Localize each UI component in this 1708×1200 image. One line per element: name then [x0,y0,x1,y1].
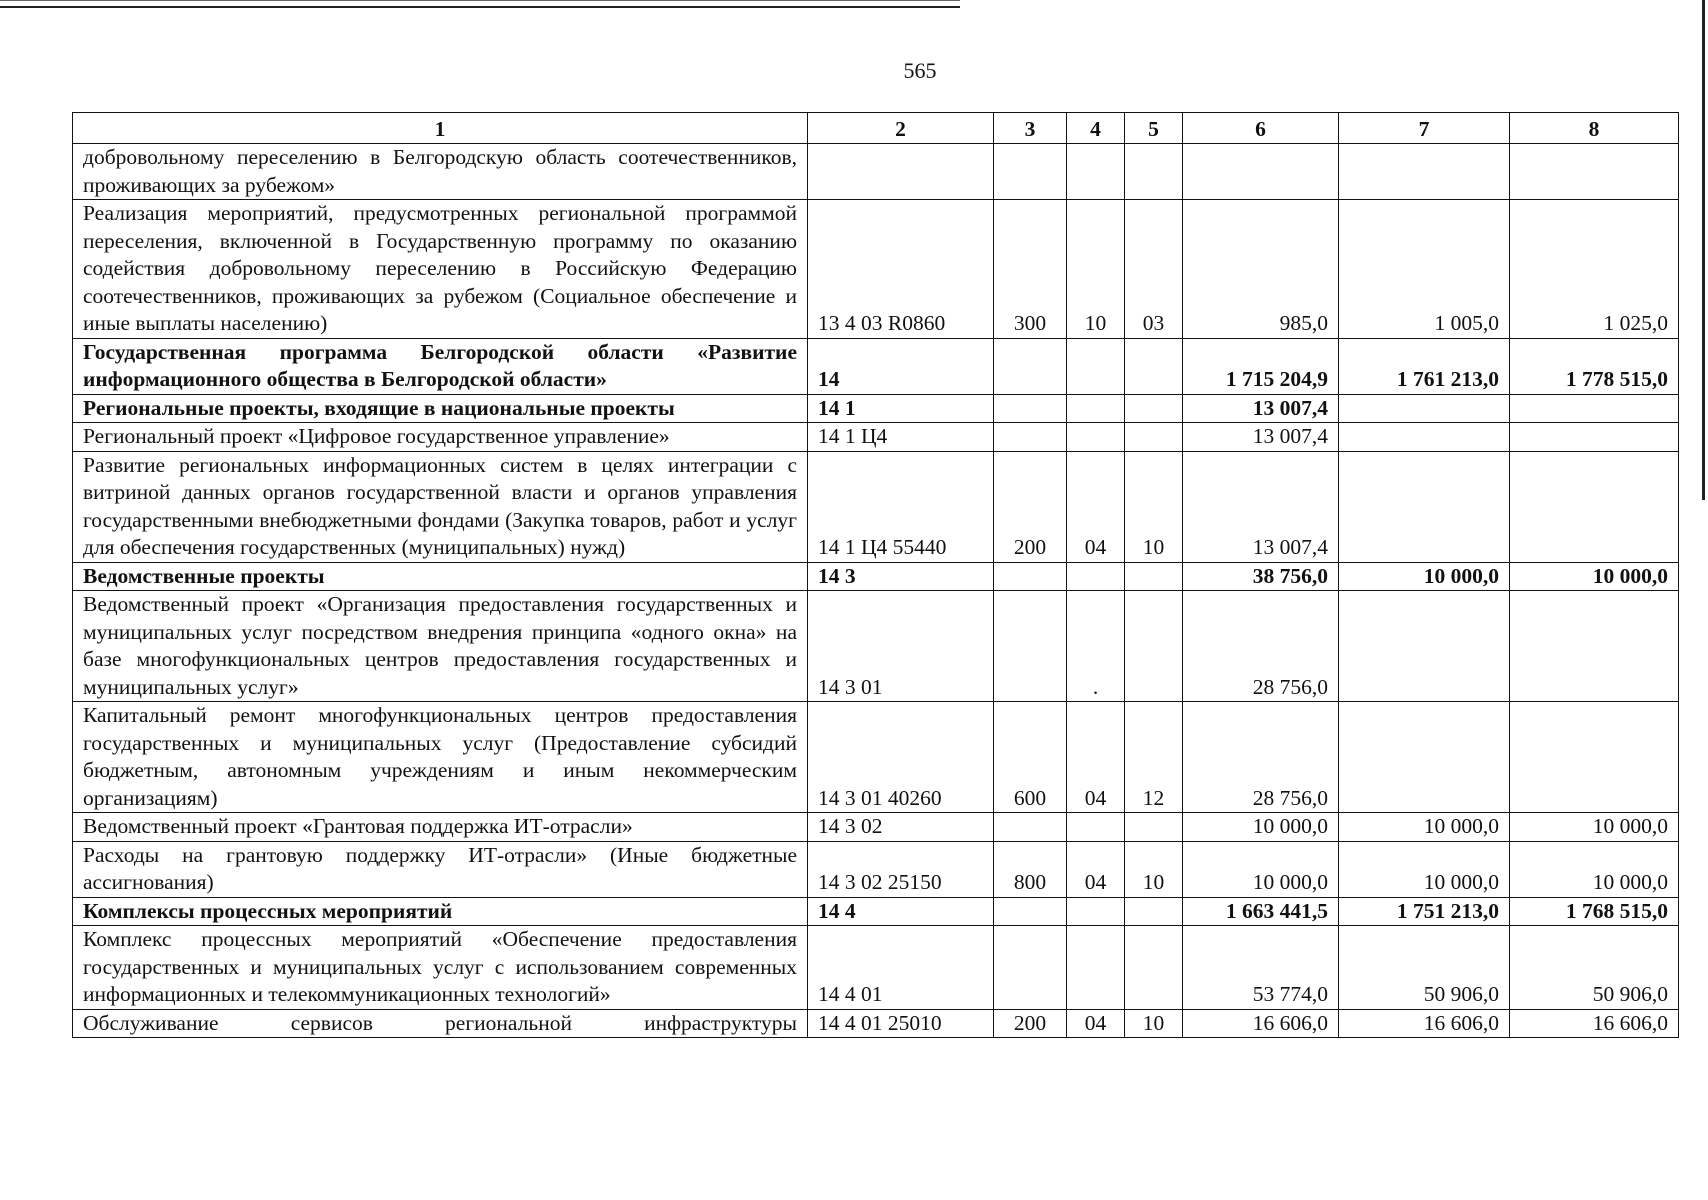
row-col3-cell [994,591,1067,702]
row-col5-cell [1125,338,1183,394]
row-col3-cell [994,394,1067,423]
row-col3-cell [994,338,1067,394]
row-value7-cell: 50 906,0 [1339,926,1510,1010]
row-col4-cell: . [1067,591,1125,702]
table-header-row [73,113,1679,144]
row-name-cell: Реализация мероприятий, предусмотренных региональной программой переселения, включенной в Государственную программу по оказанию содействия добровольному переселению в Российскую Федерацию соотечественников, проживающих за рубежом (Социальное обеспечение и иные выплаты населению) [73,200,808,339]
table-row [73,897,1679,926]
header-cell: 4 [1067,113,1125,144]
row-name-cell: Региональный проект «Цифровое государственное управление» [73,423,808,452]
row-value8-cell: 1 025,0 [1510,200,1679,339]
table-row [73,338,1679,394]
table-row [73,591,1679,702]
row-value6-cell: 16 606,0 [1183,1009,1339,1038]
row-code-cell: 14 3 01 40260 [808,702,994,813]
row-col5-cell [1125,423,1183,452]
row-code-cell: 14 1 Ц4 [808,423,994,452]
row-value7-cell: 10 000,0 [1339,562,1510,591]
header-cell: 5 [1125,113,1183,144]
table-row [73,813,1679,842]
row-value8-cell: 1 768 515,0 [1510,897,1679,926]
row-name-cell: Ведомственный проект «Грантовая поддержка ИТ-отрасли» [73,813,808,842]
row-value7-cell [1339,451,1510,562]
row-col5-cell [1125,897,1183,926]
header-cell: 8 [1510,113,1679,144]
row-name-cell: Капитальный ремонт многофункциональных центров предоставления государственных и муниципальных услуг (Предоставление субсидий бюджетным, автономным учреждениям и иным некоммерческим организациям) [73,702,808,813]
row-col5-cell [1125,591,1183,702]
header-cell: 3 [994,113,1067,144]
row-value8-cell [1510,591,1679,702]
row-col5-cell [1125,813,1183,842]
row-value8-cell: 16 606,0 [1510,1009,1679,1038]
row-col5-cell: 03 [1125,200,1183,339]
row-col3-cell: 200 [994,451,1067,562]
row-value8-cell [1510,451,1679,562]
row-col4-cell: 04 [1067,841,1125,897]
row-col3-cell [994,813,1067,842]
row-value8-cell [1510,394,1679,423]
row-value6-cell: 38 756,0 [1183,562,1339,591]
row-value7-cell [1339,394,1510,423]
row-value8-cell [1510,423,1679,452]
row-col5-cell: 12 [1125,702,1183,813]
row-code-cell [808,144,994,200]
table-row [73,200,1679,339]
budget-table [72,112,1679,1038]
row-value8-cell [1510,144,1679,200]
row-value6-cell: 13 007,4 [1183,423,1339,452]
row-value8-cell: 10 000,0 [1510,841,1679,897]
row-value7-cell [1339,423,1510,452]
row-value8-cell: 1 778 515,0 [1510,338,1679,394]
row-col4-cell [1067,813,1125,842]
row-col3-cell [994,562,1067,591]
table-row [73,841,1679,897]
row-value8-cell: 50 906,0 [1510,926,1679,1010]
scan-edge-line [0,6,960,8]
row-name-cell: Развитие региональных информационных систем в целях интеграции с витриной данных органов государственной власти и органов управления государственными внебюджетными фондами (Закупка товаров, работ и услуг для обеспечения государственных (муниципальных) нужд) [73,451,808,562]
row-col4-cell: 04 [1067,702,1125,813]
table-row [73,562,1679,591]
row-col3-cell: 600 [994,702,1067,813]
row-value8-cell [1510,702,1679,813]
row-code-cell: 14 1 [808,394,994,423]
row-value8-cell: 10 000,0 [1510,562,1679,591]
row-value7-cell: 1 751 213,0 [1339,897,1510,926]
row-value6-cell: 28 756,0 [1183,702,1339,813]
row-name-cell: добровольному переселению в Белгородскую область соотечественников, проживающих за рубежом» [73,144,808,200]
row-col3-cell: 800 [994,841,1067,897]
header-cell: 7 [1339,113,1510,144]
row-code-cell: 14 3 02 [808,813,994,842]
table-row [73,1009,1679,1038]
row-value6-cell: 10 000,0 [1183,813,1339,842]
row-col4-cell [1067,144,1125,200]
row-col5-cell: 10 [1125,1009,1183,1038]
row-name-cell: Комплексы процессных мероприятий [73,897,808,926]
row-code-cell: 14 4 01 [808,926,994,1010]
row-value7-cell: 1 761 213,0 [1339,338,1510,394]
header-cell: 1 [73,113,808,144]
row-value6-cell: 985,0 [1183,200,1339,339]
row-col3-cell: 200 [994,1009,1067,1038]
row-col4-cell [1067,926,1125,1010]
row-col4-cell: 04 [1067,1009,1125,1038]
row-value6-cell [1183,144,1339,200]
row-col3-cell [994,897,1067,926]
table-row [73,423,1679,452]
row-name-cell: Обслуживание сервисов региональной инфраструктуры [73,1009,808,1038]
row-col4-cell [1067,897,1125,926]
row-value7-cell: 1 005,0 [1339,200,1510,339]
row-value7-cell: 10 000,0 [1339,813,1510,842]
row-col5-cell [1125,926,1183,1010]
row-code-cell: 14 4 01 25010 [808,1009,994,1038]
row-name-cell: Комплекс процессных мероприятий «Обеспечение предоставления государственных и муниципальных услуг с использованием современных информационных и телекоммуникационных технологий» [73,926,808,1010]
row-name-cell: Ведомственный проект «Организация предоставления государственных и муниципальных услуг посредством внедрения принципа «одного окна» на базе многофункциональных центров предоставления государственных и муниципальных услуг» [73,591,808,702]
row-col5-cell [1125,394,1183,423]
row-code-cell: 14 1 Ц4 55440 [808,451,994,562]
page-number: 565 [903,58,937,83]
row-name-cell: Региональные проекты, входящие в национальные проекты [73,394,808,423]
table-row [73,702,1679,813]
table-row [73,451,1679,562]
row-value6-cell: 28 756,0 [1183,591,1339,702]
row-col4-cell: 10 [1067,200,1125,339]
row-col4-cell [1067,423,1125,452]
row-code-cell: 14 4 [808,897,994,926]
row-col4-cell: 04 [1067,451,1125,562]
row-name-cell: Ведомственные проекты [73,562,808,591]
row-col5-cell: 10 [1125,451,1183,562]
row-value6-cell: 10 000,0 [1183,841,1339,897]
row-value7-cell [1339,591,1510,702]
row-code-cell: 14 3 02 25150 [808,841,994,897]
row-name-cell: Расходы на грантовую поддержку ИТ-отрасли» (Иные бюджетные ассигнования) [73,841,808,897]
row-value8-cell: 10 000,0 [1510,813,1679,842]
row-col5-cell [1125,144,1183,200]
row-code-cell: 14 [808,338,994,394]
row-col5-cell [1125,562,1183,591]
table-row [73,926,1679,1010]
row-value7-cell [1339,144,1510,200]
row-name-cell: Государственная программа Белгородской области «Развитие информационного общества в Белгородской области» [73,338,808,394]
row-col4-cell [1067,562,1125,591]
table-row [73,144,1679,200]
row-col3-cell [994,144,1067,200]
row-value6-cell: 13 007,4 [1183,394,1339,423]
header-cell: 6 [1183,113,1339,144]
row-value6-cell: 53 774,0 [1183,926,1339,1010]
row-value7-cell: 10 000,0 [1339,841,1510,897]
row-col3-cell: 300 [994,200,1067,339]
row-code-cell: 13 4 03 R0860 [808,200,994,339]
row-col3-cell [994,926,1067,1010]
row-col5-cell: 10 [1125,841,1183,897]
row-col4-cell [1067,394,1125,423]
row-col3-cell [994,423,1067,452]
row-value6-cell: 1 715 204,9 [1183,338,1339,394]
scan-edge-line [0,0,960,1]
row-value7-cell: 16 606,0 [1339,1009,1510,1038]
row-value6-cell: 13 007,4 [1183,451,1339,562]
row-code-cell: 14 3 [808,562,994,591]
table-row [73,394,1679,423]
row-value6-cell: 1 663 441,5 [1183,897,1339,926]
row-col4-cell [1067,338,1125,394]
header-cell: 2 [808,113,994,144]
row-value7-cell [1339,702,1510,813]
row-code-cell: 14 3 01 [808,591,994,702]
